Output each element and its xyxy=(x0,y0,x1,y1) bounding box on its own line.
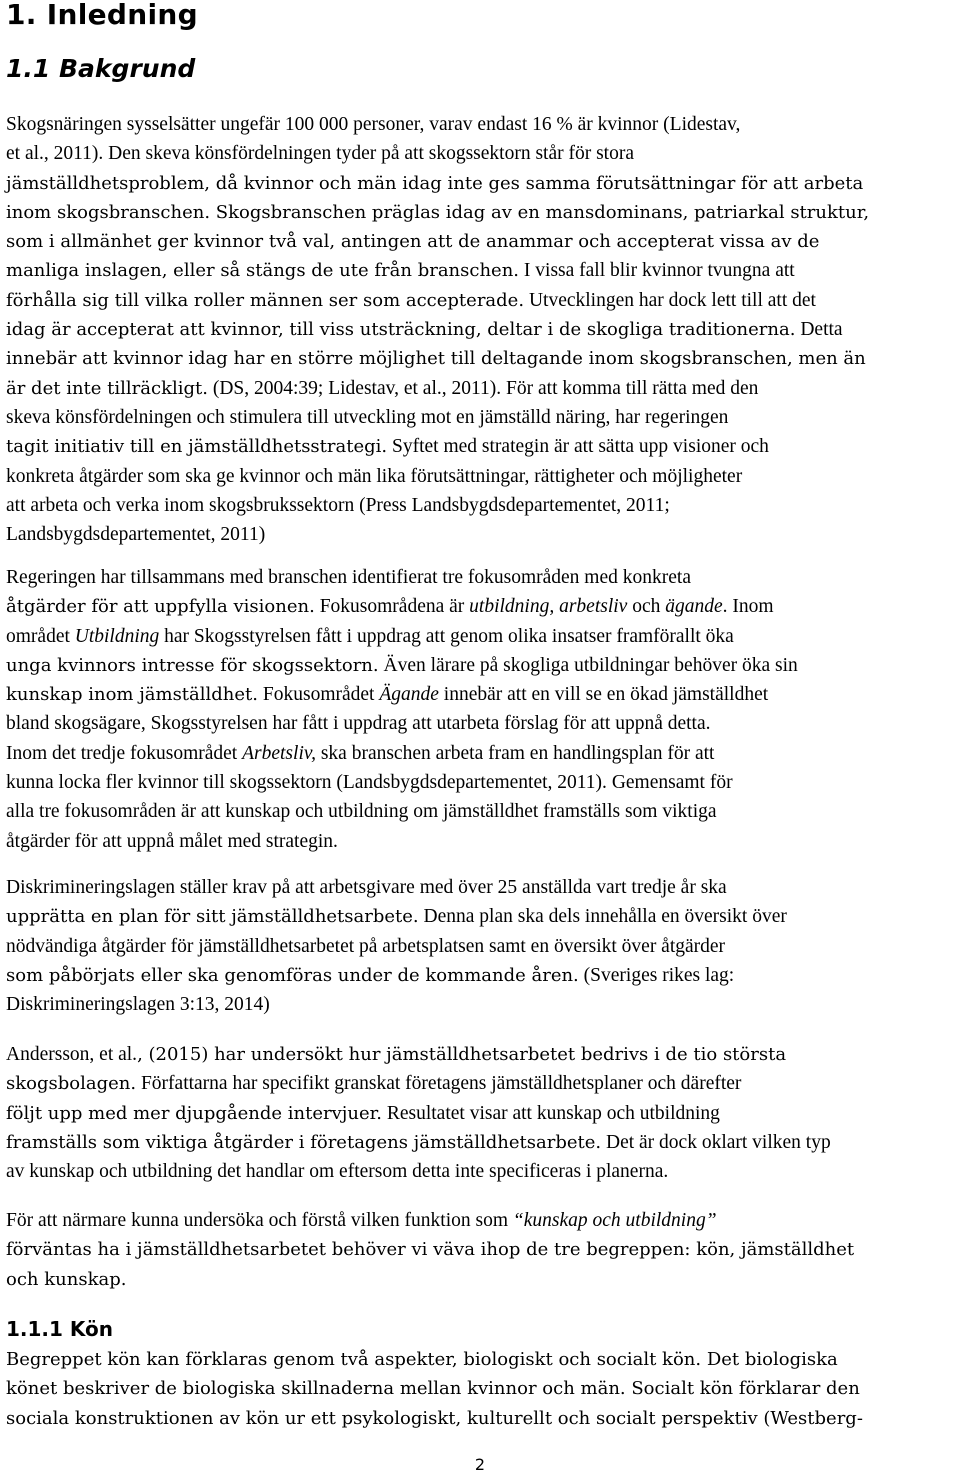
text-segment: skogsbolagen. xyxy=(6,1073,137,1095)
text-segment: åtgärder för att uppfylla visionen. xyxy=(6,596,315,618)
text-line: Diskrimineringslagen 3:13, 2014) xyxy=(6,994,270,1016)
text-segment: upprätta en plan för sitt jämställdhetsarbete. xyxy=(6,906,419,928)
text-segment: unga kvinnors intresse för skogssektorn. xyxy=(6,654,379,676)
text-segment: kunskap inom jämställdhet. xyxy=(6,684,259,706)
text-line: att arbeta och verka inom skogsbrukssektorn (Press Landsbygdsdepartementet, 2011; xyxy=(6,494,670,516)
chapter-heading: 1. Inledning xyxy=(6,0,198,31)
text-segment: idag är accepterat att kvinnor, till viss utsträckning, deltar i de skogliga traditionerna. xyxy=(6,319,796,341)
text-line: jämställdhetsproblem, då kvinnor och män idag inte ges samma förutsättningar för att arbeta xyxy=(6,172,864,194)
text-segment: Det är dock oklart vilken typ xyxy=(601,1131,831,1153)
text-segment: som påbörjats eller ska genomföras under de kommande åren. xyxy=(6,964,579,986)
text-segment: innebär att en vill se en ökad jämställdhet xyxy=(438,684,769,706)
text-segment: Fokusområdena är xyxy=(314,596,470,618)
text-line: konkreta åtgärder som ska ge kvinnor och män lika förutsättningar, rättigheter och möjligheter xyxy=(6,465,743,487)
text-line: et al., 2011). Den skeva könsfördelningen tyder på att skogssektorn står för stora xyxy=(6,143,634,165)
text-line: och kunskap. xyxy=(6,1268,127,1290)
text-segment: är det inte tillräckligt. xyxy=(6,377,208,399)
text-line: nödvändiga åtgärder för jämställdhetsarbetet på arbetsplatsen samt en översikt över åtgärder xyxy=(6,935,726,957)
text-segment: och xyxy=(627,596,666,618)
text-segment: Fokusområdet xyxy=(258,684,380,706)
text-line: skeva könsfördelningen och stimulera till utveckling mot en jämställd näring, har regeringen xyxy=(6,406,729,428)
page-number: 2 xyxy=(474,1455,486,1474)
text-segment: (Sveriges rikes lag: xyxy=(578,964,735,986)
text-segment: Resultatet visar att kunskap och utbildning xyxy=(381,1102,720,1124)
text-line: innebär att kvinnor idag har en större möjlighet till deltagande inom skogsbranschen, men än xyxy=(6,348,866,370)
text-segment: För att komma till rätta med den xyxy=(501,377,759,399)
text-segment: Detta xyxy=(795,319,843,341)
text-segment: Denna plan ska dels innehålla en översikt över xyxy=(418,906,787,928)
paragraph-purpose xyxy=(6,1206,956,1294)
text-line: Landsbygdsdepartementet, 2011) xyxy=(6,524,266,546)
text-segment: Även lärare på skogliga utbildningar behöver öka sin xyxy=(378,654,798,676)
text-segment: I vissa fall blir kvinnor tvungna att xyxy=(519,260,795,282)
text-segment: Arbetsliv, xyxy=(242,742,316,764)
paragraph-andersson xyxy=(6,1040,956,1186)
text-line: alla tre fokusområden är att kunskap och utbildning om jämställdhet framställs som viktiga xyxy=(6,801,717,823)
text-segment: följt upp med mer djupgående intervjuer. xyxy=(6,1102,382,1124)
text-segment: området xyxy=(6,625,75,647)
text-segment: . Inom xyxy=(722,596,774,618)
paragraph-focus-areas xyxy=(6,563,956,856)
text-segment: Utvecklingen har dock lett till att det xyxy=(524,289,816,311)
text-segment: Inom det tredje fokusområdet xyxy=(6,742,243,764)
text-segment: Gemensamt för xyxy=(606,772,733,794)
text-segment: (DS, 2004:39; Lidestav, et al., 2011). xyxy=(207,377,502,399)
text-segment: tagit initiativ till en jämställdhetsstrategi. xyxy=(6,436,388,458)
text-line: som i allmänhet ger kvinnor två val, antingen att de anammar och accepterat vissa av de xyxy=(6,231,820,253)
text-line: könet beskriver de biologiska skillnaderna mellan kvinnor och män. Socialt kön förklarar den xyxy=(6,1378,860,1400)
text-segment: inom skogsbranschen. xyxy=(6,201,211,223)
text-line: bland skogsägare, Skogsstyrelsen har fått i uppdrag att utarbeta förslag för att uppnå detta. xyxy=(6,713,711,735)
text-segment: “kunskap och utbildning” xyxy=(512,1210,717,1231)
text-line: Diskrimineringslagen ställer krav på att arbetsgivare med över 25 anställda vart tredje år ska xyxy=(6,877,727,898)
text-segment: Författarna har specifikt granskat företagens jämställdhetsplaner och därefter xyxy=(136,1073,742,1095)
text-segment: har Skogsstyrelsen fått i uppdrag att genom olika insatser framförallt öka xyxy=(159,625,734,647)
paragraph-gender xyxy=(6,1345,956,1433)
subsection-heading: 1.1.1 Kön xyxy=(6,1317,114,1341)
text-segment: utbildning, arbetsliv xyxy=(469,596,628,618)
text-segment: Syftet med strategin är att sätta upp visioner och xyxy=(387,436,769,458)
text-line: av kunskap och utbildning det handlar om eftersom detta inte specificeras i planerna. xyxy=(6,1161,669,1183)
text-segment: Skogsbranschen präglas idag av en mansdominans, patriarkal struktur, xyxy=(210,201,870,223)
text-segment: manliga inslagen, eller så stängs de ute från branschen. xyxy=(6,260,520,282)
text-segment: ägande xyxy=(665,596,723,618)
text-line: Begreppet kön kan förklaras genom två aspekter, biologiskt och socialt kön. Det biologiska xyxy=(6,1349,838,1370)
section-heading: 1.1 Bakgrund xyxy=(6,54,196,83)
text-segment: framställs som viktiga åtgärder i företagens jämställdhetsarbete. xyxy=(6,1131,602,1153)
text-line: sociala konstruktionen av kön ur ett psykologiskt, kulturellt och socialt perspektiv (Westberg- xyxy=(6,1407,863,1429)
paragraph-background xyxy=(6,110,956,549)
text-line: förväntas ha i jämställdhetsarbetet behöver vi väva ihop de tre begreppen: kön, jämställdhet xyxy=(6,1239,855,1261)
text-segment: , (2015) har undersökt hur jämställdhetsarbetet bedrivs i de tio största xyxy=(137,1044,787,1065)
text-segment: Andersson, et al. xyxy=(6,1044,138,1065)
text-segment: Utbildning xyxy=(74,625,160,647)
text-segment: förhålla sig till vilka roller männen ser som accepterade. xyxy=(6,289,525,311)
text-segment: För att närmare kunna undersöka och förstå vilken funktion som xyxy=(6,1210,513,1231)
text-segment: Ägande xyxy=(379,684,439,706)
paragraph-discrimination-law xyxy=(6,873,956,1019)
text-line: Regeringen har tillsammans med branschen identifierat tre fokusområden med konkreta xyxy=(6,567,691,588)
text-segment: kunna locka fler kvinnor till skogssektorn (Landsbygdsdepartementet, 2011). xyxy=(6,772,607,794)
text-line: åtgärder för att uppnå målet med strategin. xyxy=(6,830,338,852)
text-line: Skogsnäringen sysselsätter ungefär 100 000 personer, varav endast 16 % är kvinnor (Lidestav, xyxy=(6,114,741,135)
text-segment: ska branschen arbeta fram en handlingsplan för att xyxy=(315,742,715,764)
